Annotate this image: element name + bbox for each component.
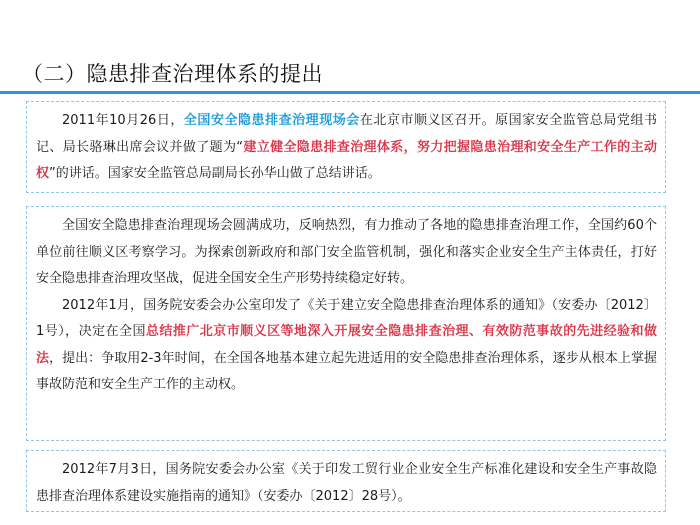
highlight-speech-title: 建立健全隐患排查治理体系，努力把握隐患治理和安全生产工作的主动权 [36,139,657,181]
body-text: ，提出：争取用2-3年时间，在全国各地基本建立起先进适用的安全隐患排查治理体系，逐步从根本上掌握事故防范和安全生产工作的主动权。 [36,350,657,392]
page-title: （二）隐患排查治理体系的提出 [22,62,323,86]
text-box-2011-meeting [26,101,666,193]
text-box-results [26,206,666,441]
highlight-meeting-name: 全国安全隐患排查治理现场会 [183,113,360,128]
date-text: 2011年10月26日， [62,113,184,128]
paragraph [36,293,657,399]
body-text: 2012年1月，国务院安委会办公室印发了《关于建立安全隐患排查治理体系的通知》（安委办〔2012〕1号），决定在全国 [36,297,657,339]
text-box-2012-guideline [26,450,666,512]
highlight-promotion: 总结推广北京市顺义区等地深入开展安全隐患排查治理、有效防范事故的先进经验和做法 [36,324,657,366]
title-divider [0,91,700,94]
body-text: 在北京市顺义区召开。原国家安全监管总局党组书记、局长骆琳出席会议并做了题为“ [36,113,657,155]
body-text: ”的讲话。国家安全监管总局副局长孙华山做了总结讲话。 [49,166,381,181]
paragraph: 全国安全隐患排查治理现场会圆满成功，反响热烈，有力推动了各地的隐患排查治理工作，全国约60个单位前往顺义区考察学习。为探索创新政府和部门安全监管机制，强化和落实企业安全生产主体责任，打好安全隐患排查治理攻坚战，促进全国安全生产形势持续稳定好转。 [36,218,657,286]
paragraph [36,108,657,188]
paragraph: 2012年7月3日，国务院安委会办公室《关于印发工贸行业企业安全生产标准化建设和安全生产事故隐患排查治理体系建设实施指南的通知》（安委办〔2012〕28号）。 [36,462,657,504]
